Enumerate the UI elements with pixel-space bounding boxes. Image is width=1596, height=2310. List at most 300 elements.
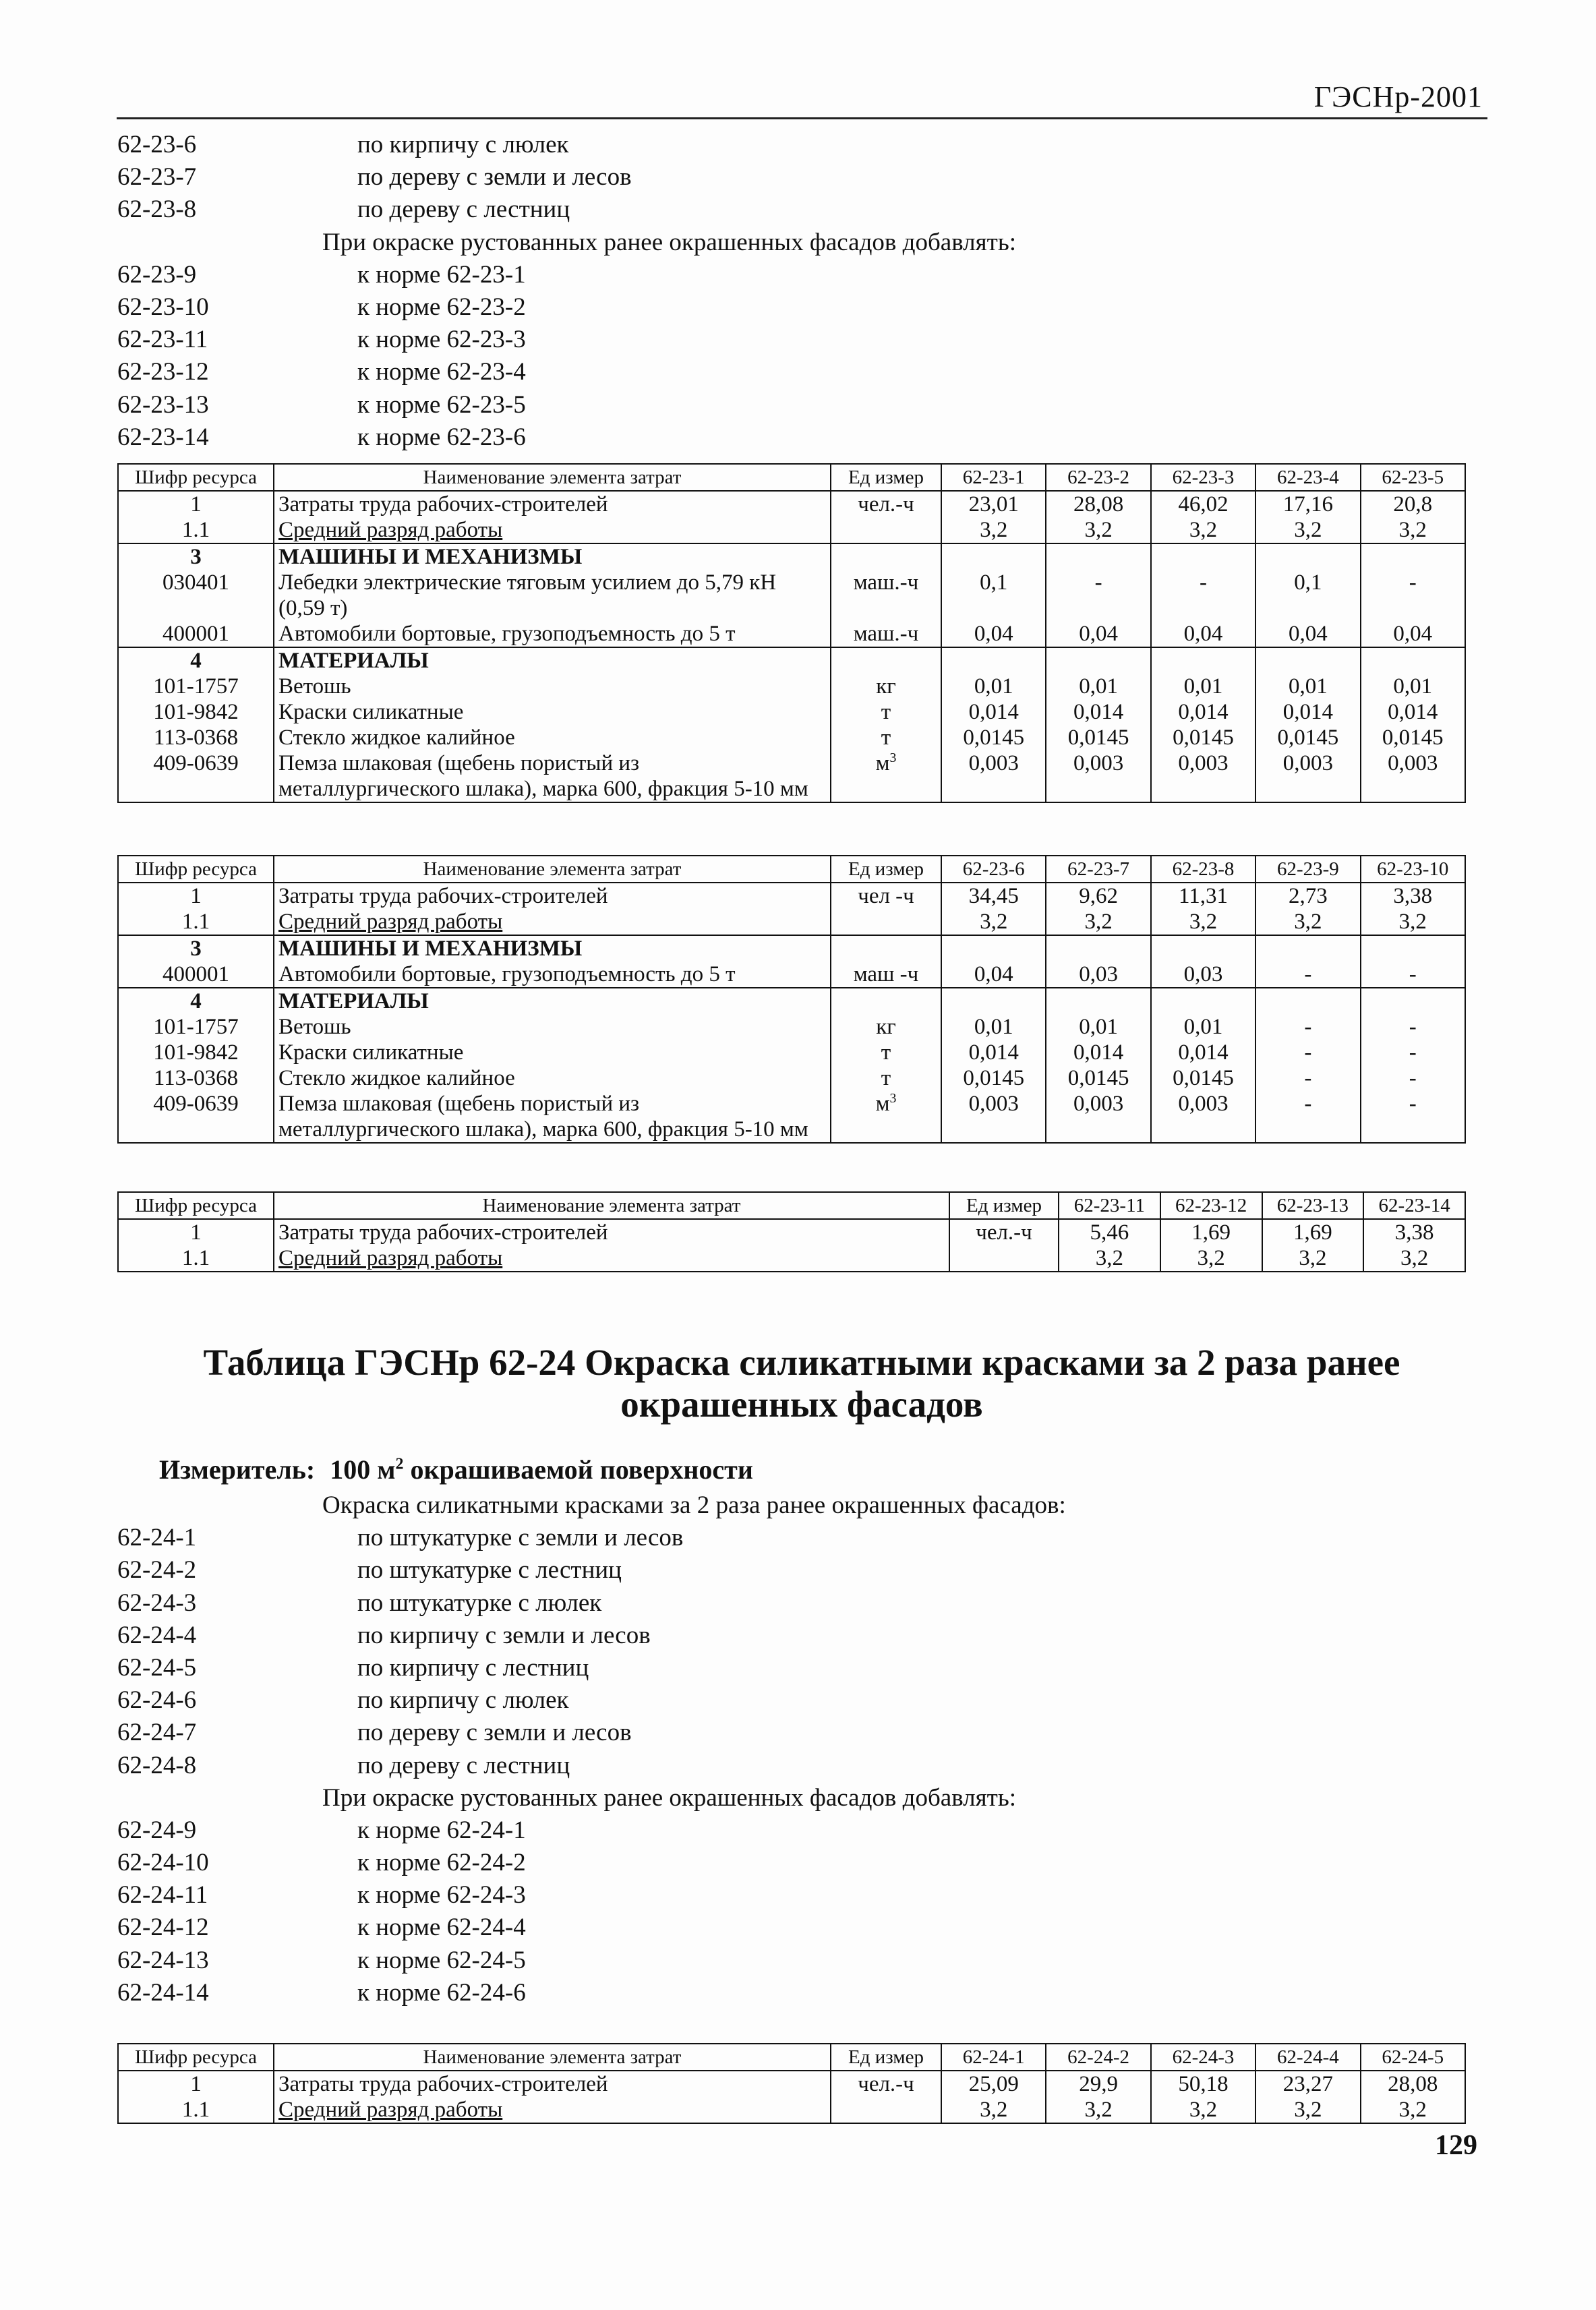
cost-element-name: Ветошь xyxy=(274,674,831,699)
norm-value xyxy=(1151,543,1255,570)
cost-element-name: Стекло жидкое калийное xyxy=(274,725,831,750)
norm-code: 62-23-7 xyxy=(117,163,197,191)
norm-value: 0,01 xyxy=(1046,1014,1150,1040)
unit-cell xyxy=(831,1065,941,1091)
norm-description: к норме 62-23-5 xyxy=(357,390,526,419)
norm-value: - xyxy=(1255,1065,1360,1091)
cost-element-name: Затраты труда рабочих-строителей xyxy=(274,1219,949,1245)
resource-code: 1 xyxy=(118,491,274,517)
norm-value: 0,014 xyxy=(941,699,1046,725)
norm-value xyxy=(1046,935,1150,961)
unit-cell xyxy=(831,750,941,802)
norm-code: 62-24-11 xyxy=(117,1881,208,1909)
norm-value: 5,46 xyxy=(1059,1219,1160,1245)
norm-value: 0,003 xyxy=(1046,750,1150,802)
table-row xyxy=(118,1245,1465,1272)
resource-code: 4 xyxy=(118,647,274,674)
table-row xyxy=(118,543,1465,570)
cost-element-name: Автомобили бортовые, грузоподъемность до 5 т xyxy=(274,961,831,988)
cost-element-name: Средний разряд работы xyxy=(274,1245,949,1272)
list-lead-line xyxy=(117,1782,1066,1814)
table-header-row xyxy=(118,464,1465,491)
norm-value: 23,27 xyxy=(1255,2071,1360,2097)
norm-value: 0,04 xyxy=(1046,621,1150,647)
norm-value: 0,003 xyxy=(1046,1091,1150,1143)
unit-cell xyxy=(831,2071,941,2097)
norm-value: 28,08 xyxy=(1361,2071,1465,2097)
norm-value xyxy=(1255,988,1360,1014)
unit-cell xyxy=(831,647,941,674)
norm-code: 62-24-5 xyxy=(117,1653,197,1682)
norm-value: 3,2 xyxy=(941,517,1046,543)
norm-value: 3,38 xyxy=(1363,1219,1465,1245)
column-header: 62-23-8 xyxy=(1151,856,1255,883)
norm-code: 62-23-9 xyxy=(117,260,197,289)
resource-code: 1.1 xyxy=(118,1245,274,1272)
norm-value: 0,01 xyxy=(1255,674,1360,699)
norm-value xyxy=(1361,647,1465,674)
norm-value: 25,09 xyxy=(941,2071,1046,2097)
unit-cell xyxy=(831,883,941,909)
norm-code: 62-24-14 xyxy=(117,1978,209,2007)
cost-element-name: Стекло жидкое калийное xyxy=(274,1065,831,1091)
table-row xyxy=(118,1065,1465,1091)
column-header: Шифр ресурса xyxy=(118,2044,274,2071)
norm-value: 0,0145 xyxy=(1361,725,1465,750)
list-row xyxy=(117,1847,1066,1879)
unit: м xyxy=(875,1092,890,1116)
list-row xyxy=(117,1554,1066,1587)
table-header-row xyxy=(118,2044,1465,2071)
norm-description: к норме 62-23-3 xyxy=(357,326,526,354)
norm-value: 0,01 xyxy=(1151,674,1255,699)
list-lead-text: При окраске рустованных ранее окрашенных фасадов добавлять: xyxy=(322,1783,1016,1812)
norm-value: 0,01 xyxy=(1361,674,1465,699)
norm-description: по кирпичу с люлек xyxy=(357,1686,569,1715)
norm-value: 0,04 xyxy=(1151,621,1255,647)
column-header: 62-24-1 xyxy=(941,2044,1046,2071)
list-row xyxy=(117,389,1016,421)
column-header: 62-23-1 xyxy=(941,464,1046,491)
norm-value: 0,014 xyxy=(1046,1040,1150,1065)
unit-cell xyxy=(831,935,941,961)
norm-description: по дереву с земли и лесов xyxy=(357,163,632,191)
list-row xyxy=(117,1717,1066,1749)
unit-cell xyxy=(831,909,941,935)
norm-value: 0,003 xyxy=(1151,750,1255,802)
norm-code: 62-23-11 xyxy=(117,326,208,354)
header-rule xyxy=(117,117,1487,119)
cost-element-name: Краски силикатные xyxy=(274,699,831,725)
norm-value: 0,0145 xyxy=(1151,1065,1255,1091)
resource-table-62-24-1-5 xyxy=(117,2043,1466,2124)
norm-value: 0,003 xyxy=(941,1091,1046,1143)
cost-element-name: Средний разряд работы xyxy=(274,909,831,935)
column-header: 62-23-12 xyxy=(1160,1192,1262,1219)
norm-value: 34,45 xyxy=(941,883,1046,909)
column-header: Наименование элемента затрат xyxy=(274,856,831,883)
norm-value: 23,01 xyxy=(941,491,1046,517)
unit-cell xyxy=(831,725,941,750)
resource-code: 101-1757 xyxy=(118,674,274,699)
norm-code: 62-24-4 xyxy=(117,1621,197,1649)
list-row xyxy=(117,1977,1066,2009)
norm-description: к норме 62-24-2 xyxy=(357,1849,526,1877)
norm-value: 3,2 xyxy=(1361,517,1465,543)
list-row xyxy=(117,324,1016,356)
column-header: Ед измер xyxy=(831,856,941,883)
norm-value: 0,014 xyxy=(1151,699,1255,725)
column-header: 62-23-5 xyxy=(1361,464,1465,491)
column-header: 62-23-6 xyxy=(941,856,1046,883)
list-row xyxy=(117,1879,1066,1912)
norm-value: 20,8 xyxy=(1361,491,1465,517)
list-row xyxy=(117,259,1016,291)
resource-code: 1 xyxy=(118,2071,274,2097)
unit: маш -ч xyxy=(853,962,919,986)
resource-code: 3 xyxy=(118,543,274,570)
norm-value: 29,9 xyxy=(1046,2071,1150,2097)
unit-cell xyxy=(831,961,941,988)
norm-value: 3,2 xyxy=(1363,1245,1465,1272)
resource-code: 030401 xyxy=(118,570,274,621)
list-lead-text: Окраска силикатными красками за 2 раза ранее окрашенных фасадов: xyxy=(322,1491,1066,1519)
norm-value xyxy=(1255,543,1360,570)
norm-value xyxy=(1255,935,1360,961)
column-header: 62-23-4 xyxy=(1255,464,1360,491)
norm-description: по дереву с лестниц xyxy=(357,1751,570,1779)
cost-element-name: Пемза шлаковая (щебень пористый из металлургического шлака), марка 600, фракция 5-10 мм xyxy=(274,1091,831,1143)
table-row xyxy=(118,491,1465,517)
norm-value: 3,2 xyxy=(941,2097,1046,2123)
list-lead-line xyxy=(117,1489,1066,1522)
norm-description: к норме 62-24-5 xyxy=(357,1946,526,1974)
norm-value: 0,0145 xyxy=(1046,1065,1150,1091)
unit: м xyxy=(875,751,890,775)
norm-value: - xyxy=(1255,1014,1360,1040)
unit: т xyxy=(881,1040,891,1065)
table-row xyxy=(118,1219,1465,1245)
resource-code: 101-9842 xyxy=(118,699,274,725)
norm-value: 3,2 xyxy=(1151,909,1255,935)
norm-value xyxy=(1255,647,1360,674)
table-row xyxy=(118,517,1465,543)
column-header: 62-23-2 xyxy=(1046,464,1150,491)
table-row xyxy=(118,699,1465,725)
norm-code: 62-24-10 xyxy=(117,1849,209,1877)
unit: маш.-ч xyxy=(853,622,919,646)
unit-cell xyxy=(831,621,941,647)
resource-table-62-23-1-5 xyxy=(117,463,1466,803)
unit: чел.-ч xyxy=(976,1220,1032,1245)
norm-code: 62-24-12 xyxy=(117,1914,209,1942)
norm-description: к норме 62-23-4 xyxy=(357,358,526,386)
norm-value: 3,38 xyxy=(1361,883,1465,909)
norm-value xyxy=(1361,543,1465,570)
norm-value xyxy=(1151,988,1255,1014)
norm-description: по штукатурке с люлек xyxy=(357,1589,602,1617)
norm-value xyxy=(1361,935,1465,961)
column-header: 62-23-10 xyxy=(1361,856,1465,883)
list-row xyxy=(117,161,1016,194)
norm-description: по штукатурке с земли и лесов xyxy=(357,1524,684,1552)
list-lead-line xyxy=(117,227,1016,259)
resource-code: 4 xyxy=(118,988,274,1014)
unit-superscript: 3 xyxy=(889,750,897,765)
norm-value: 0,0145 xyxy=(1046,725,1150,750)
unit: т xyxy=(881,725,891,750)
norm-value: - xyxy=(1255,961,1360,988)
cost-element-name: МАШИНЫ И МЕХАНИЗМЫ xyxy=(274,543,831,570)
norm-value xyxy=(941,543,1046,570)
norm-value: - xyxy=(1361,961,1465,988)
norm-code: 62-24-6 xyxy=(117,1686,197,1715)
norm-value: 3,2 xyxy=(1160,1245,1262,1272)
norm-value: 3,2 xyxy=(941,909,1046,935)
measure-superscript: 2 xyxy=(395,1455,404,1473)
norm-value: 11,31 xyxy=(1151,883,1255,909)
norm-code: 62-23-6 xyxy=(117,131,197,158)
norm-description: по кирпичу с люлек xyxy=(357,131,569,158)
list-row xyxy=(117,1587,1066,1620)
resource-code: 113-0368 xyxy=(118,1065,274,1091)
resource-table-62-23-11-14 xyxy=(117,1191,1466,1272)
column-header: 62-24-3 xyxy=(1151,2044,1255,2071)
list-row xyxy=(117,1620,1066,1652)
unit-cell xyxy=(949,1219,1059,1245)
norm-value: 3,2 xyxy=(1361,2097,1465,2123)
unit-cell xyxy=(831,1040,941,1065)
norm-value: - xyxy=(1361,1014,1465,1040)
resource-code: 1.1 xyxy=(118,2097,274,2123)
unit-cell xyxy=(831,517,941,543)
norm-value xyxy=(1361,988,1465,1014)
norm-value: 0,0145 xyxy=(941,725,1046,750)
norm-value: - xyxy=(1361,570,1465,621)
code-list-62-23 xyxy=(117,129,1016,454)
norm-code: 62-23-13 xyxy=(117,390,209,419)
norm-description: к норме 62-24-6 xyxy=(357,1978,526,2007)
resource-code: 400001 xyxy=(118,961,274,988)
cost-element-name: Затраты труда рабочих-строителей xyxy=(274,2071,831,2097)
norm-value: 3,2 xyxy=(1046,909,1150,935)
norm-value: 46,02 xyxy=(1151,491,1255,517)
unit-cell xyxy=(831,988,941,1014)
norm-value: - xyxy=(1151,570,1255,621)
list-row xyxy=(117,129,1016,161)
norm-value: - xyxy=(1361,1040,1465,1065)
cost-element-name: Затраты труда рабочих-строителей xyxy=(274,491,831,517)
norm-value xyxy=(1046,988,1150,1014)
norm-value: 0,0145 xyxy=(941,1065,1046,1091)
unit-cell xyxy=(831,543,941,570)
norm-code: 62-23-10 xyxy=(117,293,209,321)
resource-table-62-23-6-10 xyxy=(117,855,1466,1144)
norm-value: 3,2 xyxy=(1059,1245,1160,1272)
column-header: Шифр ресурса xyxy=(118,856,274,883)
code-list-62-24 xyxy=(117,1489,1066,2009)
column-header: Ед измер xyxy=(949,1192,1059,1219)
norm-value: 50,18 xyxy=(1151,2071,1255,2097)
unit-cell xyxy=(831,1014,941,1040)
unit: кг xyxy=(876,1015,896,1039)
column-header: Ед измер xyxy=(831,464,941,491)
norm-value: 0,03 xyxy=(1046,961,1150,988)
norm-description: к норме 62-23-2 xyxy=(357,293,526,321)
table-row xyxy=(118,1040,1465,1065)
column-header: 62-24-4 xyxy=(1255,2044,1360,2071)
unit-superscript: 3 xyxy=(889,1091,897,1106)
cost-element-name: МАТЕРИАЛЫ xyxy=(274,647,831,674)
unit: чел.-ч xyxy=(858,2072,914,2096)
resource-code: 101-1757 xyxy=(118,1014,274,1040)
column-header: Ед измер xyxy=(831,2044,941,2071)
norm-value: 3,2 xyxy=(1262,1245,1364,1272)
list-row xyxy=(117,356,1016,388)
norm-value: 0,014 xyxy=(1046,699,1150,725)
list-row xyxy=(117,1912,1066,1944)
table-row xyxy=(118,988,1465,1014)
column-header: 62-24-2 xyxy=(1046,2044,1150,2071)
unit: т xyxy=(881,700,891,724)
column-header: Наименование элемента затрат xyxy=(274,2044,831,2071)
norm-description: к норме 62-24-3 xyxy=(357,1881,526,1909)
table-row xyxy=(118,935,1465,961)
cost-element-name: Краски силикатные xyxy=(274,1040,831,1065)
resource-code: 1.1 xyxy=(118,517,274,543)
norm-value: - xyxy=(1255,1091,1360,1143)
unit-cell xyxy=(831,570,941,621)
column-header: 62-24-5 xyxy=(1361,2044,1465,2071)
table-row xyxy=(118,647,1465,674)
column-header: 62-23-14 xyxy=(1363,1192,1465,1219)
norm-value: 0,003 xyxy=(1255,750,1360,802)
cost-element-name: Автомобили бортовые, грузоподъемность до 5 т xyxy=(274,621,831,647)
table-row xyxy=(118,621,1465,647)
norm-value: - xyxy=(1361,1065,1465,1091)
cost-element-name: Ветошь xyxy=(274,1014,831,1040)
table-row xyxy=(118,1091,1465,1143)
table-header-row xyxy=(118,1192,1465,1219)
norm-value: 0,01 xyxy=(1046,674,1150,699)
cost-element-name: Затраты труда рабочих-строителей xyxy=(274,883,831,909)
norm-value: 9,62 xyxy=(1046,883,1150,909)
norm-value: 3,2 xyxy=(1255,909,1360,935)
norm-value: 0,003 xyxy=(941,750,1046,802)
resource-code: 400001 xyxy=(118,621,274,647)
unit: т xyxy=(881,1066,891,1090)
norm-value: 0,1 xyxy=(1255,570,1360,621)
norm-value: 0,01 xyxy=(1151,1014,1255,1040)
resource-code: 101-9842 xyxy=(118,1040,274,1065)
norm-value: 3,2 xyxy=(1046,517,1150,543)
unit-cell xyxy=(949,1245,1059,1272)
norm-value: 0,0145 xyxy=(1151,725,1255,750)
table-header-row xyxy=(118,856,1465,883)
norm-code: 62-23-8 xyxy=(117,196,197,224)
norm-value: 0,01 xyxy=(941,674,1046,699)
column-header: 62-23-9 xyxy=(1255,856,1360,883)
norm-value: 0,003 xyxy=(1151,1091,1255,1143)
column-header: Шифр ресурса xyxy=(118,1192,274,1219)
norm-value: 0,04 xyxy=(1361,621,1465,647)
table-row xyxy=(118,909,1465,935)
norm-value xyxy=(1151,935,1255,961)
cost-element-name: МАТЕРИАЛЫ xyxy=(274,988,831,1014)
norm-description: к норме 62-24-1 xyxy=(357,1816,526,1844)
list-row xyxy=(117,1684,1066,1717)
norm-value: 3,2 xyxy=(1255,2097,1360,2123)
measure-prefix: 100 м xyxy=(330,1454,396,1485)
column-header: 62-23-11 xyxy=(1059,1192,1160,1219)
resource-code: 409-0639 xyxy=(118,1091,274,1143)
list-row xyxy=(117,1945,1066,1977)
table-row xyxy=(118,725,1465,750)
resource-code: 409-0639 xyxy=(118,750,274,802)
resource-code: 3 xyxy=(118,935,274,961)
list-row xyxy=(117,1750,1066,1782)
cost-element-name: МАШИНЫ И МЕХАНИЗМЫ xyxy=(274,935,831,961)
norm-value: 3,2 xyxy=(1151,517,1255,543)
norm-value: 0,04 xyxy=(941,961,1046,988)
norm-value: 1,69 xyxy=(1160,1219,1262,1245)
norm-description: по штукатурке с лестниц xyxy=(357,1556,622,1585)
column-header: 62-23-3 xyxy=(1151,464,1255,491)
norm-description: по кирпичу с лестниц xyxy=(357,1653,589,1682)
table-row xyxy=(118,674,1465,699)
norm-value: 0,04 xyxy=(1255,621,1360,647)
norm-code: 62-24-1 xyxy=(117,1524,197,1552)
list-lead-text: При окраске рустованных ранее окрашенных фасадов добавлять: xyxy=(322,228,1016,256)
norm-value: 0,03 xyxy=(1151,961,1255,988)
column-header: 62-23-7 xyxy=(1046,856,1150,883)
norm-value: 1,69 xyxy=(1262,1219,1364,1245)
unit: кг xyxy=(876,674,896,699)
running-header: ГЭСНр-2001 xyxy=(1313,80,1483,113)
table-row xyxy=(118,883,1465,909)
resource-code: 113-0368 xyxy=(118,725,274,750)
norm-code: 62-24-8 xyxy=(117,1751,197,1779)
norm-description: по дереву с земли и лесов xyxy=(357,1719,632,1747)
norm-value: 0,1 xyxy=(941,570,1046,621)
column-header: Шифр ресурса xyxy=(118,464,274,491)
norm-value: 0,0145 xyxy=(1255,725,1360,750)
norm-code: 62-24-2 xyxy=(117,1556,197,1585)
measure-label: Измеритель: xyxy=(159,1454,316,1485)
norm-description: по дереву с лестниц xyxy=(357,196,570,224)
norm-value: 0,014 xyxy=(1361,699,1465,725)
norm-value: 2,73 xyxy=(1255,883,1360,909)
norm-value: 3,2 xyxy=(1255,517,1360,543)
table-row xyxy=(118,961,1465,988)
norm-value xyxy=(1046,647,1150,674)
list-row xyxy=(117,1522,1066,1554)
resource-code: 1 xyxy=(118,1219,274,1245)
norm-value: - xyxy=(1361,1091,1465,1143)
norm-value: 3,2 xyxy=(1046,2097,1150,2123)
unit: маш.-ч xyxy=(853,570,919,595)
norm-description: по кирпичу с земли и лесов xyxy=(357,1621,651,1649)
norm-code: 62-23-12 xyxy=(117,358,209,386)
norm-code: 62-24-9 xyxy=(117,1816,197,1844)
norm-value: 0,04 xyxy=(941,621,1046,647)
norm-code: 62-24-13 xyxy=(117,1946,209,1974)
norm-value: - xyxy=(1255,1040,1360,1065)
norm-description: к норме 62-23-6 xyxy=(357,423,526,451)
norm-value: - xyxy=(1046,570,1150,621)
norm-value: 0,014 xyxy=(941,1040,1046,1065)
norm-value: 3,2 xyxy=(1151,2097,1255,2123)
